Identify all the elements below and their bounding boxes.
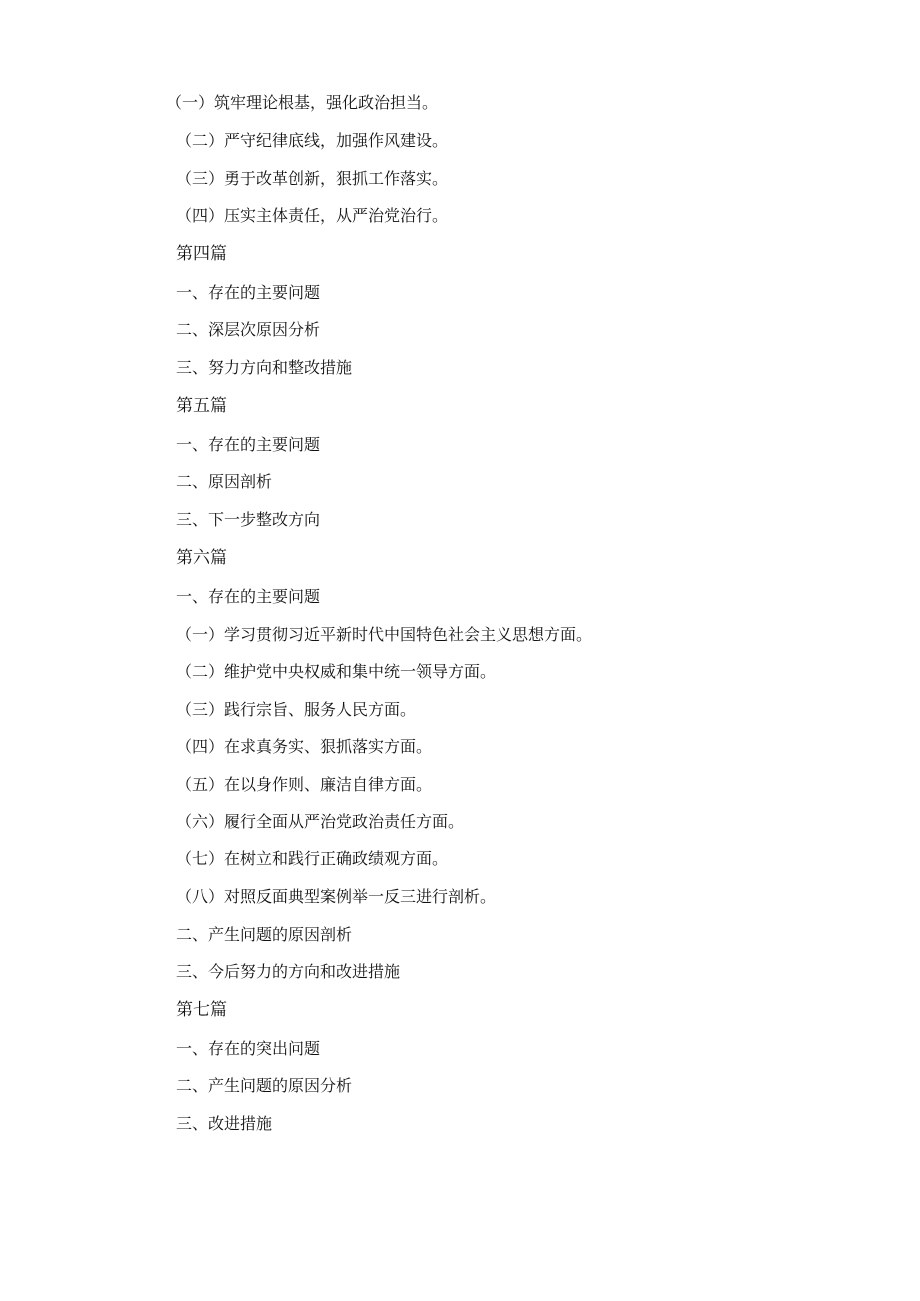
section-line: 二、产生问题的原因分析 bbox=[176, 1076, 353, 1095]
section-line: 一、存在的主要问题 bbox=[176, 587, 321, 606]
subsection-line: （三）勇于改革创新，狠抓工作落实。 bbox=[176, 169, 449, 188]
section-line: 二、深层次原因分析 bbox=[176, 320, 321, 339]
chapter-heading: 第六篇 bbox=[176, 548, 227, 568]
section-line: 三、下一步整改方向 bbox=[176, 510, 321, 529]
subsection-line: （一）筑牢理论根基，强化政治担当。 bbox=[166, 93, 439, 112]
subsection-line: （五）在以身作则、廉洁自律方面。 bbox=[176, 775, 433, 794]
subsection-line: （六）履行全面从严治党政治责任方面。 bbox=[176, 812, 465, 831]
chapter-heading: 第四篇 bbox=[176, 244, 227, 264]
chapter-heading: 第七篇 bbox=[176, 1000, 227, 1020]
subsection-line: （八）对照反面典型案例举一反三进行剖析。 bbox=[176, 887, 497, 906]
subsection-line: （二）维护党中央权威和集中统一领导方面。 bbox=[176, 662, 497, 681]
section-line: 二、原因剖析 bbox=[176, 472, 273, 491]
section-line: 三、改进措施 bbox=[176, 1114, 273, 1133]
subsection-line: （七）在树立和践行正确政绩观方面。 bbox=[176, 849, 449, 868]
section-line: 一、存在的主要问题 bbox=[176, 435, 321, 454]
section-line: 一、存在的主要问题 bbox=[176, 283, 321, 302]
subsection-line: （四）压实主体责任，从严治党治行。 bbox=[176, 206, 449, 225]
subsection-line: （一）学习贯彻习近平新时代中国特色社会主义思想方面。 bbox=[176, 625, 593, 644]
section-line: 一、存在的突出问题 bbox=[176, 1039, 321, 1058]
subsection-line: （三）践行宗旨、服务人民方面。 bbox=[176, 700, 417, 719]
section-line: 三、努力方向和整改措施 bbox=[176, 358, 353, 377]
subsection-line: （二）严守纪律底线，加强作风建设。 bbox=[176, 131, 449, 150]
section-line: 二、产生问题的原因剖析 bbox=[176, 925, 353, 944]
section-line: 三、今后努力的方向和改进措施 bbox=[176, 962, 401, 981]
subsection-line: （四）在求真务实、狠抓落实方面。 bbox=[176, 737, 433, 756]
chapter-heading: 第五篇 bbox=[176, 396, 227, 416]
